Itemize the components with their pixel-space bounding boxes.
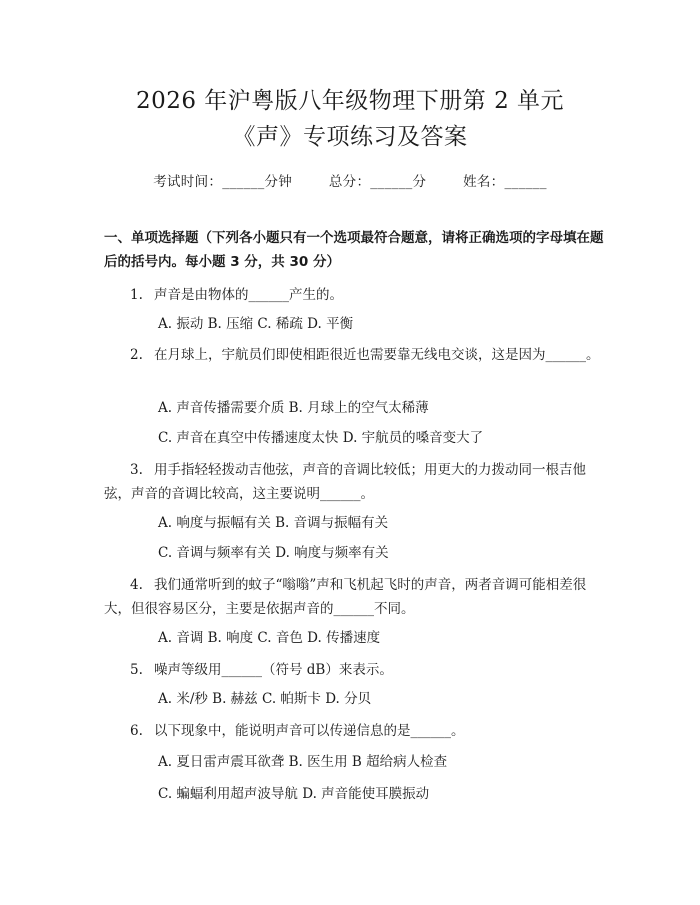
- question-2: [104, 343, 604, 367]
- question-1-options: A. 振动 B. 压缩 C. 稀疏 D. 平衡: [158, 316, 354, 332]
- exam-time: 考试时间：______分钟: [153, 174, 293, 190]
- question-text: 用手指轻轻拨动吉他弦，声音的音调比较低；用更大的力拨动同一根吉他弦，声音的音调比较高，这主要说明______。: [104, 462, 586, 502]
- section-heading: 一、单项选择题（下列各小题只有一个选项最符合题意，请将正确选项的字母填在题后的括号内。每小题 3 分，共 30 分）: [104, 230, 604, 270]
- exam-name: 姓名：______: [463, 174, 547, 190]
- question-3-options-ab: A. 响度与振幅有关 B. 音调与振幅有关: [158, 515, 389, 531]
- question-text: 声音是由物体的______产生的。: [154, 287, 343, 303]
- question-6-options-ab: A. 夏日雷声震耳欲聋 B. 医生用 B 超给病人检查: [158, 754, 448, 770]
- question-text: 噪声等级用______（符号 dB）来表示。: [154, 662, 393, 678]
- question-5: [104, 658, 604, 682]
- question-number: 3.: [130, 462, 143, 478]
- document-title-line1: 2026 年沪粤版八年级物理下册第 2 单元: [135, 88, 565, 114]
- question-2-options-ab: A. 声音传播需要介质 B. 月球上的空气太稀薄: [158, 400, 429, 416]
- question-4-options: A. 音调 B. 响度 C. 音色 D. 传播速度: [158, 630, 381, 646]
- question-3: [104, 458, 604, 506]
- question-text: 我们通常听到的蚊子“嗡嗡”声和飞机起飞时的声音，两者音调可能相差很大，但很容易区分，主要是依据声音的______不同。: [104, 577, 587, 617]
- question-number: 1.: [130, 287, 143, 303]
- question-6-options-cd: C. 蝙蝠利用超声波导航 D. 声音能使耳膜振动: [158, 786, 430, 802]
- question-4: [104, 573, 604, 621]
- question-5-options: A. 米/秒 B. 赫兹 C. 帕斯卡 D. 分贝: [158, 691, 372, 707]
- question-2-options-cd: C. 声音在真空中传播速度太快 D. 宇航员的嗓音变大了: [158, 430, 484, 446]
- question-1: [104, 283, 604, 307]
- document-title-line2: 《声》专项练习及答案: [232, 124, 468, 150]
- question-6: [104, 719, 604, 743]
- exam-info: [0, 170, 700, 190]
- question-number: 4.: [130, 577, 143, 593]
- exam-score: 总分：______分: [328, 174, 427, 190]
- question-text: 以下现象中，能说明声音可以传递信息的是______。: [154, 723, 465, 739]
- question-number: 5.: [130, 662, 143, 678]
- question-3-options-cd: C. 音调与频率有关 D. 响度与频率有关: [158, 545, 389, 561]
- question-number: 6.: [130, 723, 143, 739]
- question-text: 在月球上，宇航员们即使相距很近也需要靠无线电交谈，这是因为______。: [154, 347, 600, 363]
- question-number: 2.: [130, 347, 143, 363]
